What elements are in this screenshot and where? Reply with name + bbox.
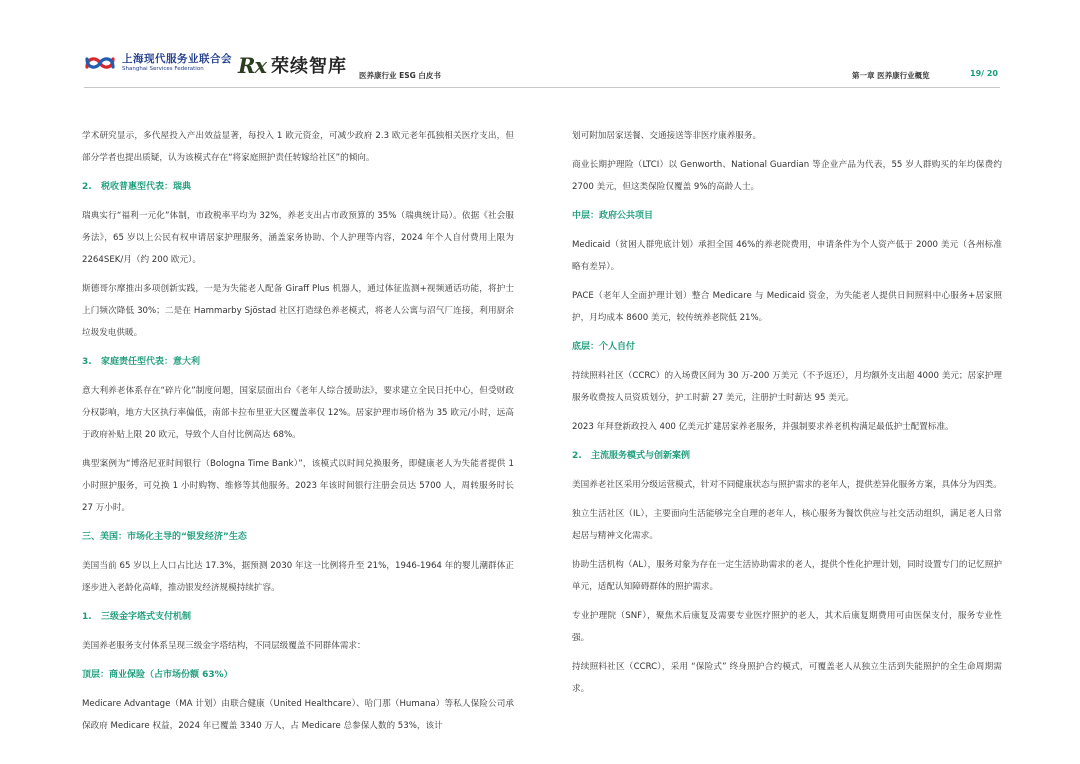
rongxu-rx-mark: Rx: [238, 52, 266, 78]
paragraph: 商业长期护理险（LTCI）以 Genworth、National Guardian 等企业产品为代表，55 岁人群购买的年均保费约 2700 美元，但这类保险仅覆盖 9%的高龄人士。: [572, 160, 1002, 192]
section-heading-sweden: [82, 176, 514, 198]
paragraph: 持续照料社区（CCRC），采用 “保险式” 终身照护合约模式，可覆盖老人从独立生活到失能照护的全生命周期需求。: [572, 662, 1002, 694]
rongxu-logo-cn: 荣续智库: [270, 56, 347, 77]
heading-text: 三级金字塔式支付机制: [101, 612, 192, 622]
heading-text: 税收普惠型代表：瑞典: [101, 182, 192, 192]
paragraph: 协助生活机构（AL），服务对象为存在一定生活协助需求的老人，提供个性化护理计划，同时设置专门的记忆照护单元，适配认知障碍群体的照护需求。: [572, 560, 1002, 592]
heading-number: 2.: [82, 182, 92, 192]
paragraph: PACE（老年人全面护理计划）整合 Medicare 与 Medicaid 资金，为失能老人提供日间照料中心服务+居家照护，月均成本 8600 美元，较传统养老院低 21%。: [572, 291, 1002, 323]
subheading-middle-tier: 中层：政府公共项目: [572, 211, 654, 221]
paragraph: 美国养老社区采用分级运营模式，针对不同健康状态与照护需求的老年人，提供差异化服务方案，具体分为四类。: [572, 480, 1002, 490]
header-divider: [84, 87, 1000, 88]
heading-number: 3.: [82, 357, 92, 367]
heading-number: 2.: [572, 451, 582, 461]
document-title: 医养康行业 ESG 白皮书: [359, 71, 441, 80]
paragraph: 专业护理院（SNF），聚焦术后康复及需要专业医疗照护的老人，其术后康复期费用可由医保支付，服务专业性强。: [572, 611, 1002, 643]
page-number: 19/ 20: [970, 69, 998, 78]
heading-text: 主流服务模式与创新案例: [591, 451, 691, 461]
paragraph: 瑞典实行“福利一元化”体制，市政税率平均为 32%，养老支出占市政预算的 35%（瑞典统计局）。依据《社会服务法》，65 岁以上公民有权申请居家护理服务，涵盖家务协助、个人护理等内容，2024 年个人自付费用上限为 2264SEK/月（约 200 欧元）。: [82, 211, 514, 265]
paragraph: 意大利养老体系存在“碎片化”制度问题，国家层面出台《老年人综合援助法》，要求建立全民日托中心，但受财政分权影响，地方大区执行率偏低，南部卡拉布里亚大区覆盖率仅 12%。居家护理市场价格为 35 欧元/小时，远高于政府补贴上限 20 欧元，导致个人自付比例高达 68%。: [82, 386, 514, 440]
right-column: [572, 125, 1002, 707]
section-heading-payment: [82, 606, 514, 628]
paragraph: 划可附加居家送餐、交通接送等非医疗康养服务。: [572, 131, 762, 141]
paragraph: 斯德哥尔摩推出多项创新实践，一是为失能老人配备 Giraff Plus 机器人，通过体征监测+视频通话功能，将护士上门频次降低 30%；二是在 Hammarby Sjöstad 社区打造绿色养老模式，将老人公寓与沼气厂连接，利用厨余垃圾发电供暖。: [82, 284, 514, 338]
paragraph: 独立生活社区（IL），主要面向生活能够完全自理的老年人，核心服务为餐饮供应与社交活动组织，满足老人日常起居与精神文化需求。: [572, 509, 1002, 541]
ssf-emblem-icon: [84, 52, 116, 74]
left-column: [82, 125, 514, 744]
heading-number: 1.: [82, 612, 92, 622]
subheading-bottom-tier: 底层：个人自付: [572, 342, 636, 352]
heading-text: 家庭责任型代表：意大利: [101, 357, 201, 367]
section-heading-service-models: [572, 445, 1002, 467]
section-heading-italy: [82, 351, 514, 373]
subheading-top-tier: 顶层：商业保险（占市场份额 63%）: [82, 670, 233, 680]
paragraph: 典型案例为“博洛尼亚时间银行（Bologna Time Bank）”，该模式以时间兑换服务，即健康老人为失能者提供 1 小时照护服务，可兑换 1 小时购物、维修等其他服务。2023 年该时间银行注册会员达 5700 人，周转服务时长 27 万小时。: [82, 459, 514, 513]
paragraph: Medicaid（贫困人群兜底计划）承担全国 46%的养老院费用，申请条件为个人资产低于 2000 美元（各州标准略有差异）。: [572, 240, 1002, 272]
paragraph: 学术研究显示，多代屋投入产出效益显著，每投入 1 欧元资金，可减少政府 2.3 欧元老年孤独相关医疗支出，但部分学者也提出质疑，认为该模式存在“将家庭照护责任转嫁给社区”的倾向。: [82, 131, 514, 163]
section-heading-usa: 三、美国：市场化主导的“银发经济”生态: [82, 532, 247, 542]
paragraph: 美国当前 65 岁以上人口占比达 17.3%，据预测 2030 年这一比例将升至 21%，1946-1964 年的婴儿潮群体正逐步进入老龄化高峰，推动银发经济规模持续扩容。: [82, 561, 514, 593]
paragraph: 持续照料社区（CCRC）的入场费区间为 30 万-200 万美元（不予返还），月均额外支出超 4000 美元；居家护理服务收费按人员资质划分，护工时薪 27 美元，注册护士时薪达 95 美元。: [572, 371, 1002, 403]
ssf-logo-en: Shanghai Services Federation: [122, 65, 204, 72]
rongxu-logo: [238, 52, 347, 78]
paragraph: 2023 年拜登新政投入 400 亿美元扩建居家养老服务，并强制要求养老机构满足最低护士配置标准。: [572, 422, 954, 432]
chapter-title: 第一章 医养康行业概览: [852, 71, 930, 80]
ssf-logo-cn: 上海现代服务业联合会: [122, 53, 232, 65]
paragraph: 美国养老服务支付体系呈现三级金字塔结构，不同层级覆盖不同群体需求：: [82, 641, 366, 651]
page-header: [0, 0, 1080, 90]
ssf-logo: [84, 52, 232, 74]
paragraph: Medicare Advantage（MA 计划）由联合健康（United Healthcare）、哈门那（Humana）等私人保险公司承保政府 Medicare 权益，2024 年已覆盖 3340 万人，占 Medicare 总参保人数的 53%，该计: [82, 699, 514, 731]
